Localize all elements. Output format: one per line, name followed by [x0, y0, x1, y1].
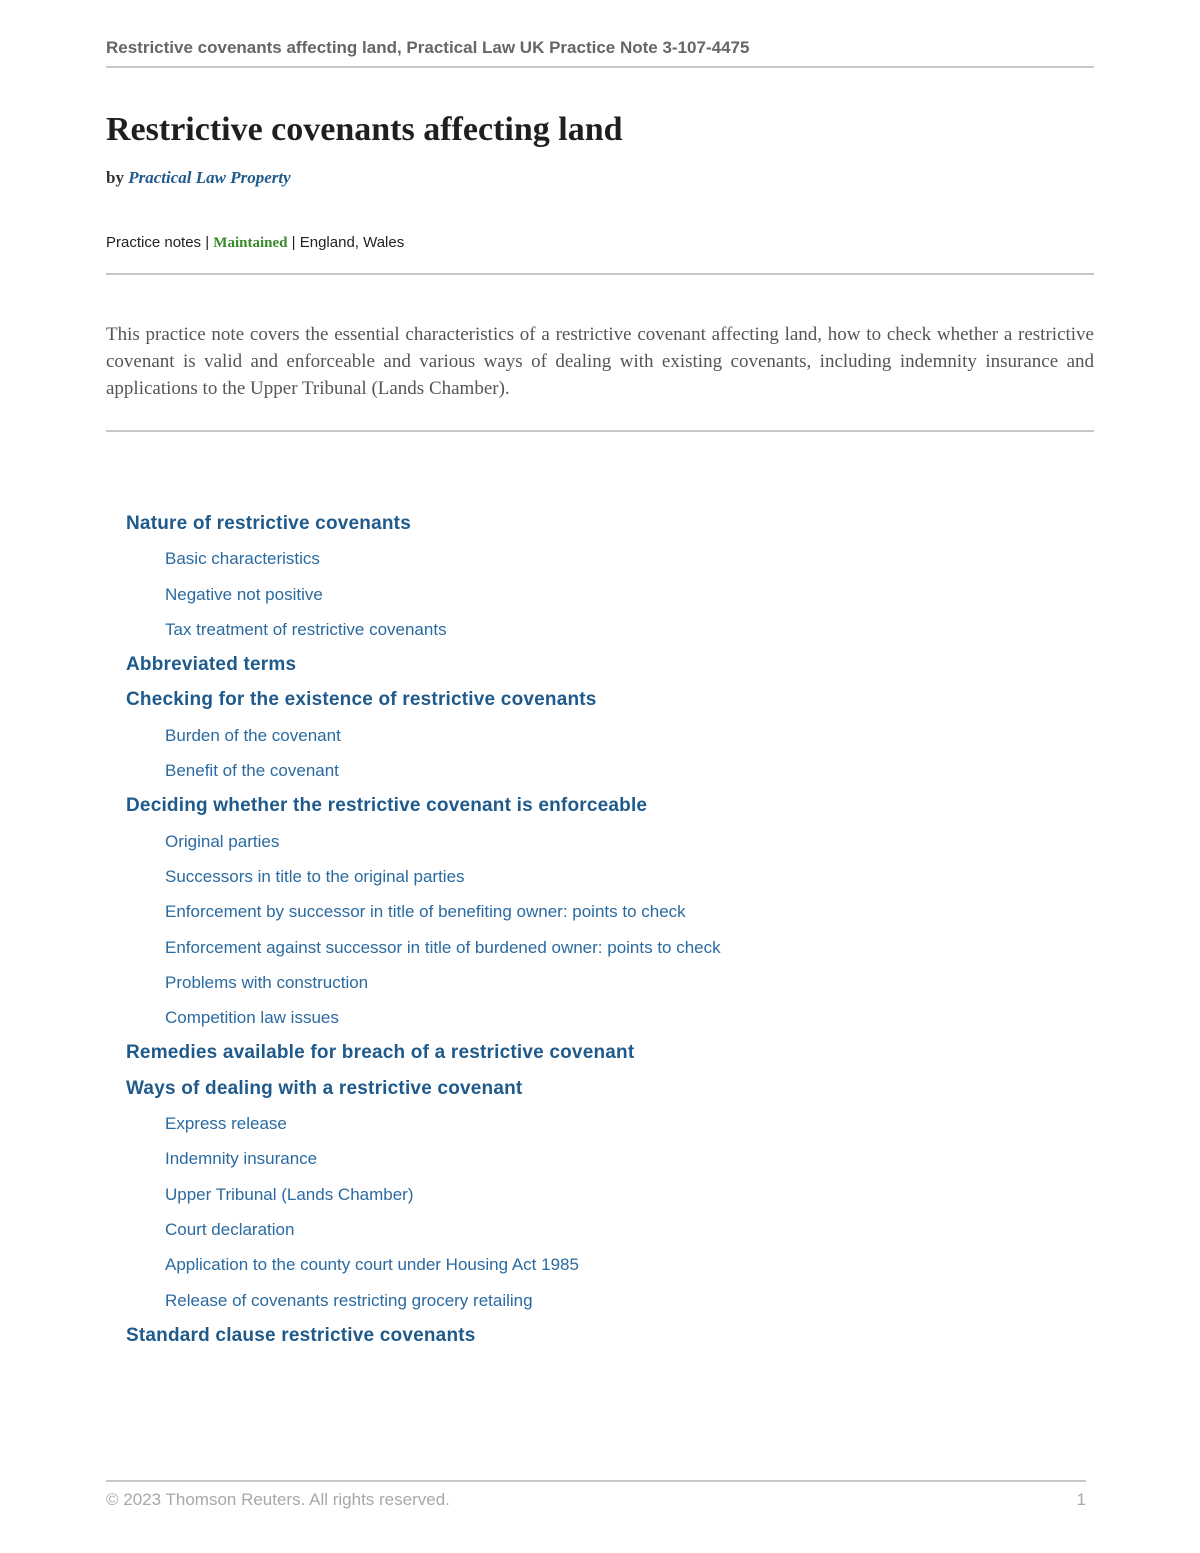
summary-divider	[106, 430, 1094, 432]
toc-subheading	[126, 577, 721, 612]
toc-subheading	[126, 1000, 721, 1035]
document-meta	[106, 232, 404, 254]
toc-subheading	[126, 1283, 721, 1318]
toc-heading	[126, 647, 721, 682]
toc-link[interactable]: Indemnity insurance	[165, 1149, 318, 1169]
toc-link[interactable]: Competition law issues	[165, 1008, 339, 1028]
toc-link[interactable]: Successors in title to the original parties	[165, 866, 465, 886]
status-badge: Maintained	[213, 235, 288, 251]
copyright-notice: © 2023 Thomson Reuters. All rights reserved.	[106, 1490, 450, 1509]
toc-subheading	[126, 859, 721, 894]
toc-subheading	[126, 1177, 721, 1212]
toc-link[interactable]: Enforcement against successor in title of burdened owner: points to check	[165, 937, 721, 957]
toc-link[interactable]: Release of covenants restricting grocery retailing	[165, 1290, 533, 1310]
toc-link[interactable]: Problems with construction	[165, 972, 369, 992]
toc-heading	[126, 788, 721, 823]
toc-subheading	[126, 1141, 721, 1176]
toc-link[interactable]: Application to the county court under Housing Act 1985	[165, 1255, 579, 1275]
toc-subheading	[126, 753, 721, 788]
document-title: Restrictive covenants affecting land	[106, 111, 623, 148]
toc-link[interactable]: Upper Tribunal (Lands Chamber)	[165, 1184, 414, 1204]
toc-subheading	[126, 541, 721, 576]
toc-link[interactable]: Nature of restrictive covenants	[126, 513, 411, 534]
toc-link[interactable]: Deciding whether the restrictive covenant is enforceable	[126, 795, 648, 817]
meta-divider	[106, 273, 1094, 275]
header-divider	[106, 66, 1094, 68]
document-type: Practice notes	[106, 234, 202, 251]
toc-subheading	[126, 612, 721, 647]
meta-separator: |	[205, 234, 210, 251]
toc-link[interactable]: Express release	[165, 1114, 287, 1134]
toc-subheading	[126, 824, 721, 859]
toc-link[interactable]: Basic characteristics	[165, 549, 320, 569]
toc-subheading	[126, 1212, 721, 1247]
toc-subheading	[126, 1106, 721, 1141]
toc-link[interactable]: Tax treatment of restrictive covenants	[165, 619, 447, 639]
toc-link[interactable]: Negative not positive	[165, 584, 323, 604]
jurisdiction: England, Wales	[299, 234, 405, 251]
toc-heading	[126, 1318, 721, 1353]
toc-link[interactable]: Abbreviated terms	[126, 654, 297, 676]
toc-subheading	[126, 718, 721, 753]
toc-link[interactable]: Burden of the covenant	[165, 725, 341, 745]
toc-link[interactable]: Remedies available for breach of a restrictive covenant	[126, 1042, 635, 1064]
author-link[interactable]: Practical Law Property	[128, 168, 291, 187]
toc-subheading	[126, 894, 721, 929]
running-title: Restrictive covenants affecting land, Practical Law UK Practice Note 3-107-4475	[106, 38, 750, 57]
footer-divider	[106, 1480, 1086, 1482]
page-number: 1	[1076, 1490, 1086, 1509]
byline-prefix: by	[106, 168, 124, 187]
toc-heading	[126, 1071, 721, 1106]
toc-link[interactable]: Original parties	[165, 831, 280, 851]
toc-link[interactable]: Checking for the existence of restrictive covenants	[126, 689, 597, 711]
meta-separator: |	[291, 234, 296, 251]
byline	[106, 166, 291, 190]
table-of-contents	[126, 506, 721, 1353]
toc-link[interactable]: Court declaration	[165, 1219, 295, 1239]
toc-subheading	[126, 965, 721, 1000]
toc-link[interactable]: Ways of dealing with a restrictive covenant	[126, 1077, 523, 1099]
toc-subheading	[126, 1247, 721, 1282]
document-summary: This practice note covers the essential characteristics of a restrictive covenant affecting land, how to check whether a restrictive covenant is valid and enforceable and various ways of dealing with existing covenants, including indemnity insurance and applications to the Upper Tribunal (Lands Chamber).	[106, 324, 1094, 399]
toc-heading	[126, 682, 721, 717]
toc-link[interactable]: Benefit of the covenant	[165, 761, 339, 781]
toc-heading	[126, 506, 721, 541]
toc-heading	[126, 1035, 721, 1070]
toc-subheading	[126, 930, 721, 965]
page-header	[106, 36, 1094, 68]
toc-link[interactable]: Enforcement by successor in title of benefiting owner: points to check	[165, 902, 686, 922]
toc-link[interactable]: Standard clause restrictive covenants	[126, 1324, 476, 1346]
